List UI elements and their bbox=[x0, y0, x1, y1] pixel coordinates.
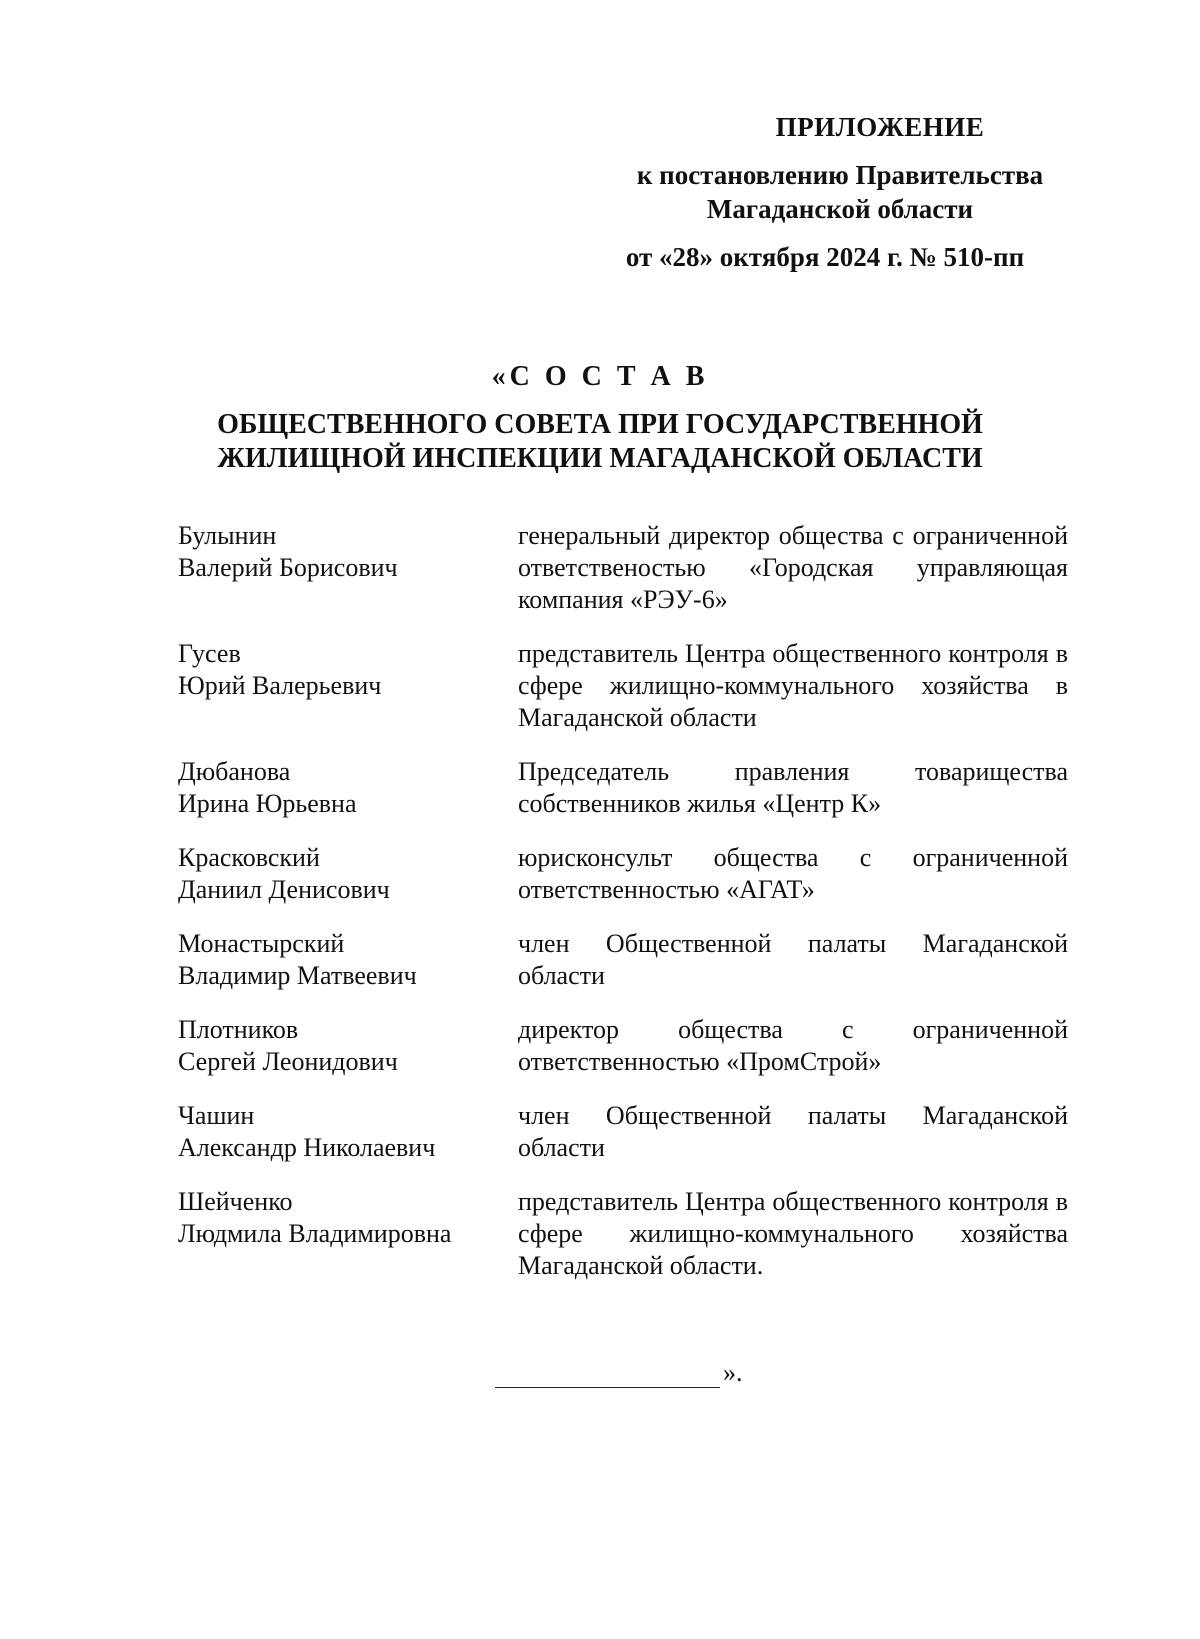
appendix-ref-line2: Магаданской области bbox=[706, 194, 974, 224]
member-surname: Гусев bbox=[178, 639, 241, 668]
member-surname: Плотников bbox=[178, 1015, 299, 1044]
document-title bbox=[150, 360, 1050, 476]
member-surname: Монастырский bbox=[178, 929, 345, 958]
member-surname: Шейченко bbox=[178, 1187, 293, 1216]
member-row bbox=[178, 638, 1068, 734]
member-surname: Чашин bbox=[178, 1101, 255, 1130]
member-given-name: Юрий Валерьевич bbox=[178, 671, 382, 700]
closing-rule bbox=[495, 1363, 720, 1388]
appendix-date: от «28» октября 2024 г. № 510-пп bbox=[625, 242, 1025, 272]
member-surname: Красковский bbox=[178, 843, 320, 872]
member-row bbox=[178, 1014, 1068, 1078]
title-line2: ЖИЛИЩНОЙ ИНСПЕКЦИИ МАГАДАНСКОЙ ОБЛАСТИ bbox=[217, 443, 983, 474]
member-name bbox=[178, 1100, 518, 1164]
appendix-title: ПРИЛОЖЕНИЕ bbox=[775, 112, 985, 142]
member-given-name: Владимир Матвеевич bbox=[178, 961, 417, 990]
member-role: представитель Центра общественного контроля в сфере жилищно-коммунального хозяйства Магаданской области. bbox=[518, 1187, 1068, 1280]
member-given-name: Александр Николаевич bbox=[178, 1133, 436, 1162]
member-row bbox=[178, 1100, 1068, 1164]
appendix-header bbox=[560, 110, 1120, 274]
closing-quote: ». bbox=[723, 1358, 743, 1387]
member-role: член Общественной палаты Магаданской области bbox=[518, 929, 1068, 990]
member-name bbox=[178, 520, 518, 616]
appendix-ref-line1: к постановлению Правительства bbox=[636, 160, 1044, 190]
member-name bbox=[178, 1014, 518, 1078]
member-given-name: Сергей Леонидович bbox=[178, 1047, 398, 1076]
member-row bbox=[178, 842, 1068, 906]
member-given-name: Валерий Борисович bbox=[178, 553, 398, 582]
member-role: представитель Центра общественного контроля в сфере жилищно-коммунального хозяйства в Магаданской области bbox=[518, 639, 1068, 732]
member-name bbox=[178, 756, 518, 820]
title-line1: ОБЩЕСТВЕННОГО СОВЕТА ПРИ ГОСУДАРСТВЕННОЙ bbox=[217, 409, 983, 440]
closing-mark bbox=[495, 1358, 743, 1388]
member-role: юрисконсульт общества с ограниченной ответственностью «АГАТ» bbox=[518, 843, 1068, 904]
member-row bbox=[178, 756, 1068, 820]
member-name bbox=[178, 1186, 518, 1282]
member-role: генеральный директор общества с ограниченной ответственостью «Городская управляющая компания «РЭУ-6» bbox=[518, 521, 1068, 614]
member-role: член Общественной палаты Магаданской области bbox=[518, 1101, 1068, 1162]
member-row bbox=[178, 1186, 1068, 1282]
member-row bbox=[178, 520, 1068, 616]
member-name bbox=[178, 842, 518, 906]
member-given-name: Ирина Юрьевна bbox=[178, 789, 357, 818]
member-surname: Дюбанова bbox=[178, 757, 291, 786]
title-spaced: «С О С Т А В bbox=[491, 361, 709, 392]
member-name bbox=[178, 928, 518, 992]
member-given-name: Людмила Владимировна bbox=[178, 1219, 452, 1248]
member-row bbox=[178, 928, 1068, 992]
members-list bbox=[178, 520, 1068, 1304]
member-surname: Булынин bbox=[178, 521, 277, 550]
member-given-name: Даниил Денисович bbox=[178, 875, 390, 904]
member-role: директор общества с ограниченной ответственностью «ПромСтрой» bbox=[518, 1015, 1068, 1076]
member-name bbox=[178, 638, 518, 734]
member-role: Председатель правления товарищества собственников жилья «Центр К» bbox=[518, 757, 1068, 818]
